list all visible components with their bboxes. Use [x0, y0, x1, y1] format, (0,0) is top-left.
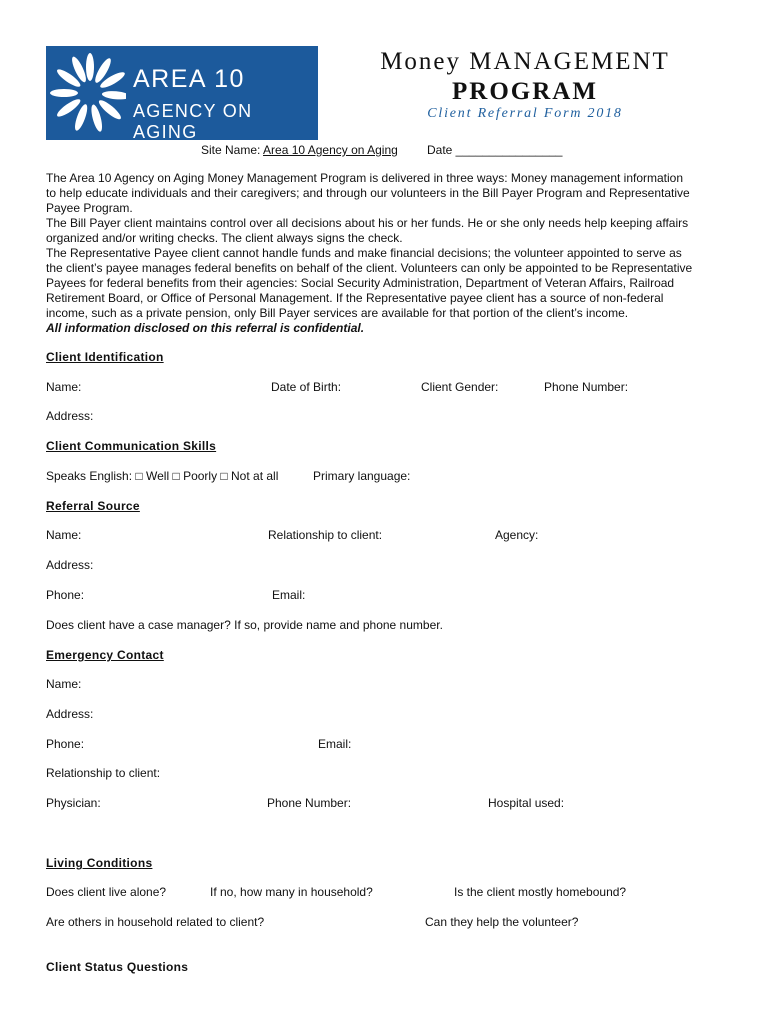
- intro-line: to help educate individuals and their caregivers; and through our volunteers in the Bill Payer Program and Representative: [46, 186, 690, 200]
- site-name-label: Site Name:: [201, 143, 261, 157]
- checkbox-well-icon[interactable]: □: [135, 469, 143, 483]
- client-phone-field[interactable]: Phone Number:: [544, 380, 629, 394]
- option-well-label: Well: [146, 469, 170, 483]
- client-status-heading: Client Status Questions: [46, 960, 189, 974]
- physician-field[interactable]: Physician:: [46, 796, 101, 810]
- checkbox-not-at-all-icon[interactable]: □: [220, 469, 228, 483]
- intro-line: income, such as a private pension, only Bill Payer services are available for that portion of the client’s income.: [46, 306, 629, 320]
- referral-relationship-field[interactable]: Relationship to client:: [268, 528, 383, 542]
- client-address-field[interactable]: Address:: [46, 409, 94, 423]
- homebound-field[interactable]: Is the client mostly homebound?: [454, 885, 627, 899]
- referral-source-heading: Referral Source: [46, 499, 140, 513]
- intro-line: Retirement Board, or Office of Personal Management. If the Representative payee client has a source of non-federal: [46, 291, 664, 305]
- intro-text: [46, 171, 736, 336]
- intro-line: the client’s payee manages federal benefits on behalf of the client. Volunteers can only be appointed to be Representative: [46, 261, 693, 275]
- intro-line: Payees for federal benefits from their agencies: Social Security Administration, Department of Veteran Affairs, Railroad: [46, 276, 675, 290]
- site-name-value: Area 10 Agency on Aging: [263, 143, 398, 157]
- option-poorly-label: Poorly: [183, 469, 218, 483]
- form-subtitle: Client Referral Form 2018: [427, 106, 623, 121]
- referral-email-field[interactable]: Email:: [272, 588, 306, 602]
- client-gender-field[interactable]: Client Gender:: [421, 380, 499, 394]
- intro-line: The Bill Payer client maintains control over all decisions about his or her funds. He or she only needs help keeping affairs: [46, 216, 689, 230]
- intro-line: The Representative Payee client cannot handle funds and make financial decisions; the volunteer appointed to serve as: [46, 246, 682, 260]
- primary-language-field[interactable]: Primary language:: [313, 469, 411, 483]
- checkbox-poorly-icon[interactable]: □: [172, 469, 180, 483]
- logo-text-area: AREA 10: [133, 65, 245, 93]
- live-alone-field[interactable]: Does client live alone?: [46, 885, 167, 899]
- referral-address-field[interactable]: Address:: [46, 558, 94, 572]
- emergency-email-field[interactable]: Email:: [318, 737, 352, 751]
- agency-logo: [46, 46, 318, 140]
- intro-line: organized and/or writing checks. The client always signs the check.: [46, 231, 403, 245]
- household-count-field[interactable]: If no, how many in household?: [210, 885, 373, 899]
- client-name-field[interactable]: Name:: [46, 380, 82, 394]
- living-conditions-heading: Living Conditions: [46, 856, 153, 870]
- sunburst-logo-icon: [46, 46, 126, 140]
- emergency-name-field[interactable]: Name:: [46, 677, 82, 691]
- communication-skills-heading: Client Communication Skills: [46, 439, 217, 453]
- hospital-used-field[interactable]: Hospital used:: [488, 796, 565, 810]
- date-field: Date ________________: [427, 143, 563, 157]
- referral-phone-field[interactable]: Phone:: [46, 588, 85, 602]
- others-related-field[interactable]: Are others in household related to client?: [46, 915, 265, 929]
- speaks-english-row: [46, 469, 278, 483]
- client-identification-heading: Client Identification: [46, 350, 164, 364]
- help-volunteer-field[interactable]: Can they help the volunteer?: [425, 915, 579, 929]
- logo-text-agency: AGENCY ON AGING: [133, 101, 253, 142]
- option-not-at-all-label: Not at all: [231, 469, 279, 483]
- speaks-english-label: Speaks English:: [46, 469, 133, 483]
- referral-agency-field[interactable]: Agency:: [495, 528, 539, 542]
- physician-phone-field[interactable]: Phone Number:: [267, 796, 352, 810]
- client-dob-field[interactable]: Date of Birth:: [271, 380, 342, 394]
- site-name-row: [201, 143, 398, 157]
- form-title-line2: PROGRAM: [452, 78, 598, 105]
- intro-line: Payee Program.: [46, 201, 133, 215]
- confidential-notice: All information disclosed on this referral is confidential.: [46, 321, 365, 335]
- form-title-line1: Money MANAGEMENT: [380, 48, 670, 75]
- emergency-relationship-field[interactable]: Relationship to client:: [46, 766, 161, 780]
- emergency-address-field[interactable]: Address:: [46, 707, 94, 721]
- intro-line: The Area 10 Agency on Aging Money Management Program is delivered in three ways: Money management information: [46, 171, 684, 185]
- emergency-phone-field[interactable]: Phone:: [46, 737, 85, 751]
- referral-name-field[interactable]: Name:: [46, 528, 82, 542]
- emergency-contact-heading: Emergency Contact: [46, 648, 164, 662]
- case-manager-question[interactable]: Does client have a case manager? If so, provide name and phone number.: [46, 618, 443, 632]
